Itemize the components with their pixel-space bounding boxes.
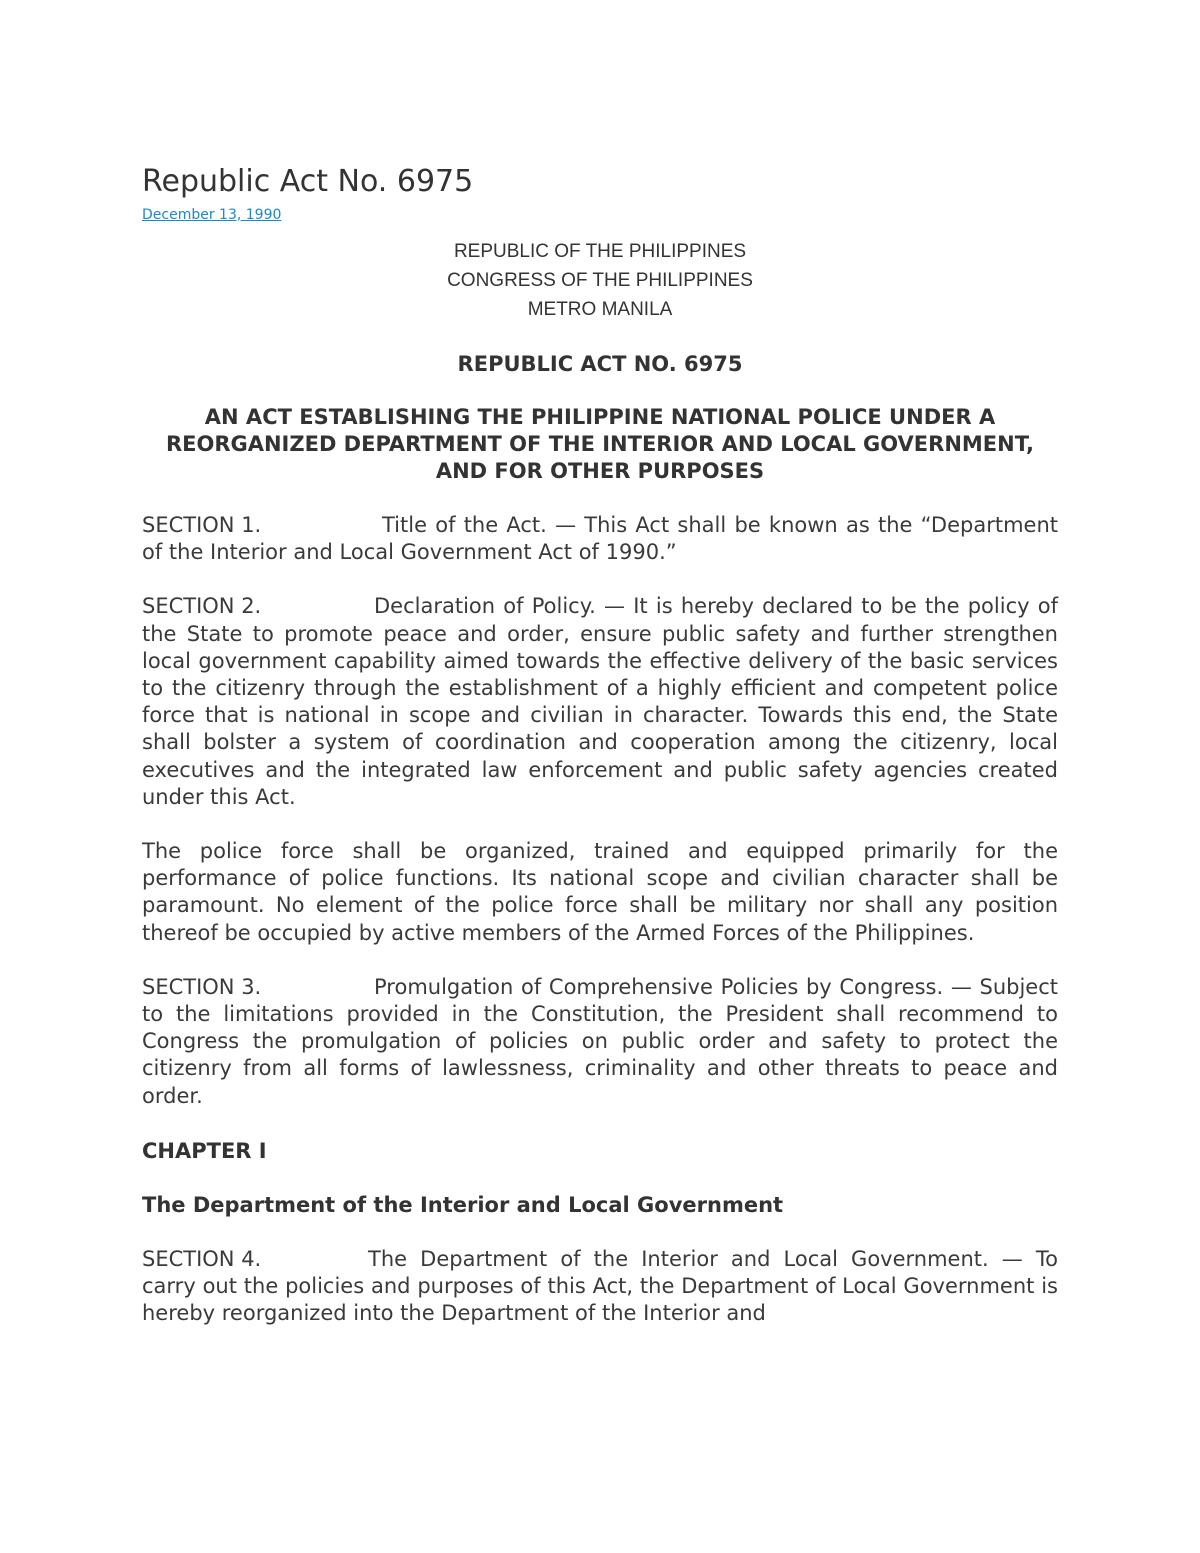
document-title: Republic Act No. 6975 (142, 164, 474, 199)
section-1 (142, 512, 1058, 566)
section-label: SECTION 4. (142, 1246, 262, 1271)
section-2 (142, 593, 1058, 811)
section-text: Declaration of Policy. — It is hereby declared to be the policy of the State to promote peace and order, ensure public safety and further strengthen local government capability aimed towards the effective delivery of the basic services to the citizenry through the establishment of a highly efficient and competent police force that is national in scope and civilian in character. Towards this end, the State shall bolster a system of coordination and cooperation among the citizenry, local executives and the integrated law enforcement and public safety agencies created under this Act. (142, 594, 1058, 809)
section-text: The police force shall be organized, trained and equipped primarily for the performance of police functions. Its national scope and civilian character shall be paramount. No element of the police force shall be military nor shall any position thereof be occupied by active members of the Armed Forces of the Philippines. (142, 839, 1058, 945)
section-label: SECTION 2. (142, 594, 262, 619)
chapter-heading: CHAPTER I (142, 1138, 267, 1163)
header-line: REPUBLIC OF THE PHILIPPINES (453, 241, 747, 262)
act-number: REPUBLIC ACT NO. 6975 (457, 352, 743, 376)
act-title: AN ACT ESTABLISHING THE PHILIPPINE NATIONAL POLICE UNDER A REORGANIZED DEPARTMENT OF THE INTERIOR AND LOCAL GOVERNMENT, AND FOR OTHER PURPOSES (165, 405, 1035, 483)
chapter-title: The Department of the Interior and Local Government (142, 1192, 784, 1217)
document-content (142, 160, 1058, 1327)
issuing-body-header (142, 237, 1058, 324)
section-text: The Department of the Interior and Local Government. — To carry out the policies and purposes of this Act, the Department of Local Government is hereby reorganized into the Department of the Interior and (142, 1246, 1058, 1326)
header-line: CONGRESS OF THE PHILIPPINES (447, 270, 753, 291)
section-3 (142, 974, 1058, 1110)
section-2-paragraph-2 (142, 838, 1058, 947)
header-line: METRO MANILA (527, 299, 673, 320)
section-4 (142, 1246, 1058, 1328)
section-label: SECTION 1. (142, 513, 262, 537)
section-text: Promulgation of Comprehensive Policies by Congress. — Subject to the limitations provided in the Constitution, the President shall recommend to Congress the promulgation of policies on public order and safety to protect the citizenry from all forms of lawlessness, criminality and other threats to peace and order. (142, 974, 1058, 1108)
date-link[interactable]: December 13, 1990 (142, 207, 282, 223)
section-label: SECTION 3. (142, 974, 262, 999)
section-text: Title of the Act. — This Act shall be known as the “Department of the Interior and Local Government Act of 1990.” (142, 513, 1058, 565)
